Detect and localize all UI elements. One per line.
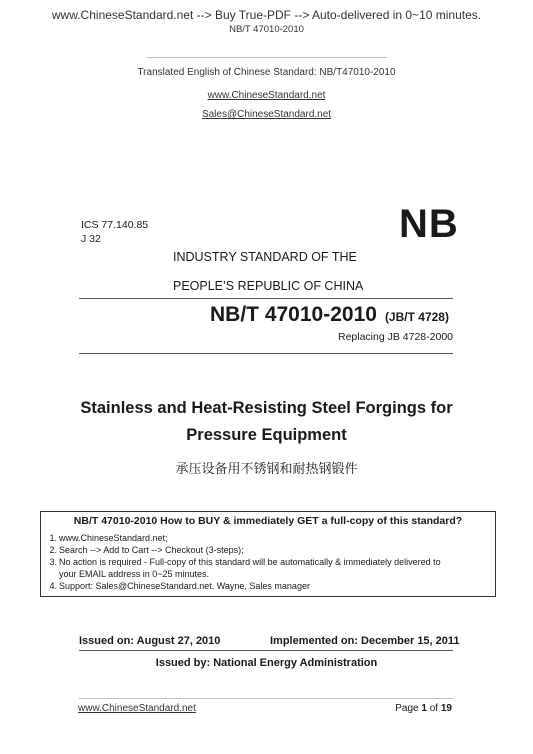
list-item: your EMAIL address in 0~25 minutes. [59,569,209,579]
footer-link-container [78,703,196,714]
document-title-chinese: 承压设备用不锈钢和耐热钢锻件 [175,462,358,477]
header-divider [147,57,387,58]
purchase-box-title: NB/T 47010-2010 How to BUY & immediately GET a full-copy of this standard? [73,515,463,527]
org-line-1: INDUSTRY STANDARD OF THE [173,250,357,264]
alternate-code: (JB/T 4728) [384,310,449,324]
ccs-code: J 32 [81,233,101,245]
replacing-divider [79,353,453,354]
website-link-container [0,85,533,103]
current-page: 1 [421,703,427,714]
document-title-line-1: Stainless and Heat-Resisting Steel Forgings for [80,399,453,417]
replacing-note: Replacing JB 4728-2000 [338,331,453,343]
org-line-2: PEOPLE’S REPUBLIC OF CHINA [173,279,364,293]
classification-codes [81,218,148,246]
page-number: Page 1 of 19 [395,703,452,714]
code-divider [79,298,453,299]
header-standard-code: NB/T 47010-2010 [229,24,304,35]
list-item: 3. No action is required - Full-copy of this standard will be automatically & immediately delivered to [49,557,441,567]
list-item: 4. Support: Sales@ChineseStandard.net. Wayne, Sales manager [49,581,310,591]
issued-date: Issued on: August 27, 2010 [79,635,221,647]
footer-divider [79,698,453,699]
nb-logo: NB [399,202,459,246]
ics-code: ICS 77.140.85 [81,219,149,231]
header-banner-text: www.ChineseStandard.net --> Buy True-PDF --> Auto-delivered in 0~10 minutes. [51,8,482,22]
list-item: 1. www.ChineseStandard.net; [49,533,168,543]
total-pages: 19 [440,703,452,714]
standard-code [210,303,449,327]
email-link[interactable]: Sales@ChineseStandard.net [201,109,332,120]
list-item: 2. Search --> Add to Cart --> Checkout (3-steps); [49,545,244,555]
dates-divider [79,650,453,651]
website-link[interactable]: www.ChineseStandard.net [207,90,326,101]
purchase-info-box [40,511,496,597]
issuing-authority: Issued by: National Energy Administration [155,657,378,669]
email-link-container [0,104,533,122]
translated-line: Translated English of Chinese Standard: NB/T47010-2010 [137,67,396,78]
implemented-date: Implemented on: December 15, 2011 [270,635,460,647]
standard-number: NB/T 47010-2010 [210,303,377,326]
footer-website-link[interactable]: www.ChineseStandard.net [78,703,196,714]
document-title-line-2: Pressure Equipment [186,426,347,444]
purchase-steps-list [41,532,491,592]
